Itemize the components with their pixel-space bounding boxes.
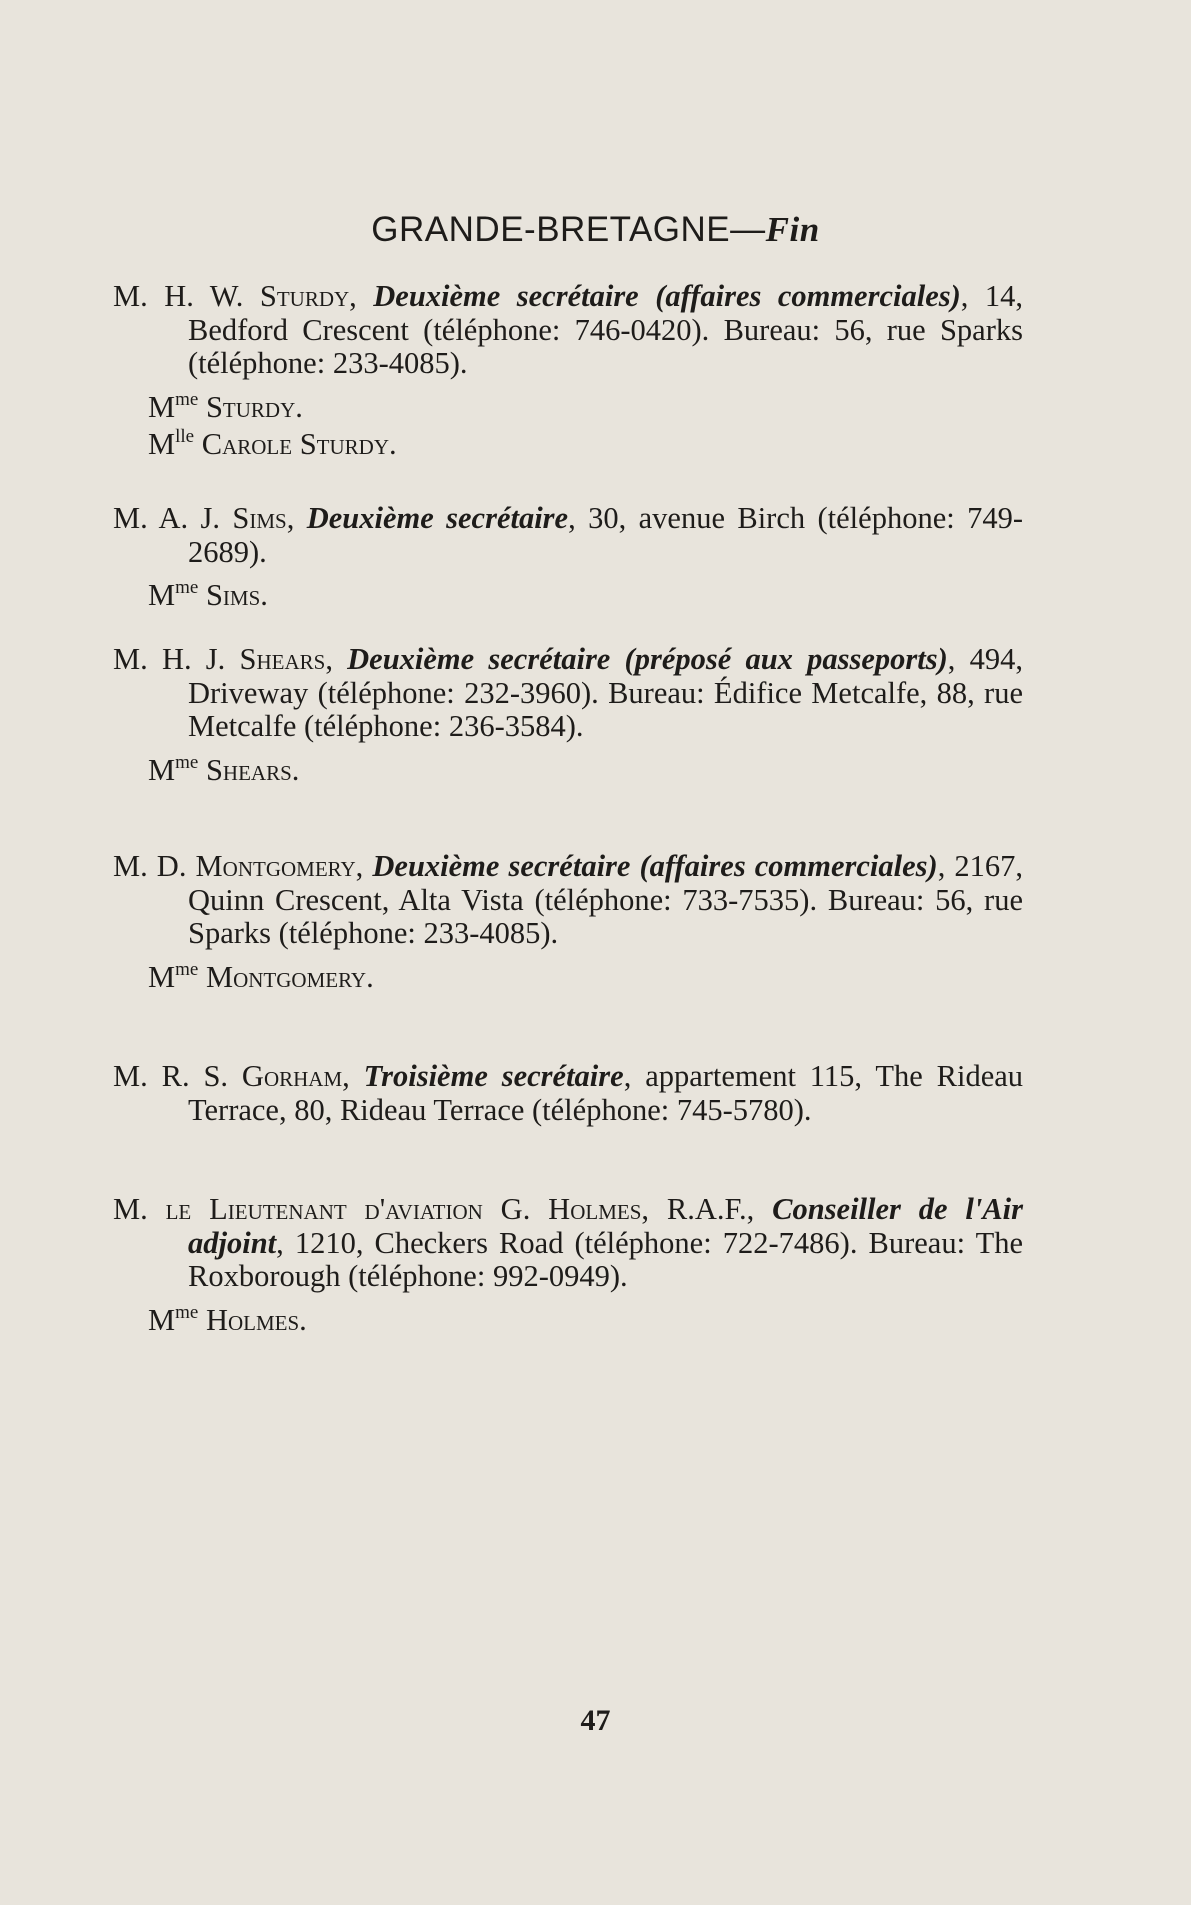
entry-main: M. le Lieutenant d'aviation G. Holmes, R.A.F., Conseiller de l'Air adjoint, 1210, Checkers Road (téléphone: 722-7486). Bureau: The Roxborough (téléphone: 992-0949). xyxy=(113,1192,1024,1293)
entry-main: M. A. J. Sims, Deuxième secrétaire, 30, avenue Birch (téléphone: 749-2689). xyxy=(113,501,1023,569)
entry-main: M. D. Montgomery, Deuxième secrétaire (affaires commerciales), 2167, Quinn Crescent, Alta Vista (téléphone: 733-7535). Bureau: 56, rue Sparks (téléphone: 233-4085). xyxy=(113,849,1024,950)
entry-name: Sims xyxy=(232,501,287,535)
entry-title: Deuxième secrétaire (affaires commerciales) xyxy=(373,279,961,313)
directory-entry xyxy=(113,1193,1023,1337)
entry-honorific: M. R. S. xyxy=(113,1059,229,1093)
header-suffix: Fin xyxy=(765,210,820,249)
family-member: $M^{me}$ Sims. xyxy=(148,577,268,612)
family-member: $M^{me}$ Shears. xyxy=(148,751,300,787)
entry-name: Sturdy xyxy=(259,279,350,313)
entry-honorific: M. D. xyxy=(113,849,187,883)
entry-main: M. H. W. Sturdy, Deuxième secrétaire (affaires commerciales), 14, Bedford Crescent (téléphone: 746-0420). Bureau: 56, rue Sparks (téléphone: 233-4085). xyxy=(113,279,1023,380)
page-number: 47 xyxy=(580,1704,611,1737)
entry-name: le Lieutenant d'aviation G. Holmes, R.A.F. xyxy=(165,1192,747,1226)
entry-details: 1210, Checkers Road (téléphone: 722-7486). Bureau: The Roxborough (téléphone: 992-0949). xyxy=(188,1225,1023,1293)
directory-entry xyxy=(113,850,1023,994)
entry-title: Deuxième secrétaire xyxy=(306,501,569,535)
entry-details: 494, Driveway (téléphone: 232-3960). Bureau: Édifice Metcalfe, 88, rue Metcalfe (téléphone: 236-3584). xyxy=(188,642,1023,743)
directory-entry xyxy=(113,280,1023,462)
header-country: GRANDE-BRETAGNE— xyxy=(371,210,766,249)
entry-main: M. H. J. Shears, Deuxième secrétaire (préposé aux passeports), 494, Driveway (téléphone: 232-3960). Bureau: Édifice Metcalfe, 88, rue Metcalfe (téléphone: 236-3584). xyxy=(113,642,1023,743)
family-member: $M^{me}$ Holmes. xyxy=(148,1301,307,1337)
entry-name: Montgomery xyxy=(195,849,356,883)
entry-title: Conseiller de l'Air adjoint xyxy=(188,1192,1024,1260)
entry-title: Deuxième secrétaire (affaires commerciales) xyxy=(372,849,938,883)
entry-main: M. R. S. Gorham, Troisième secrétaire, appartement 115, The Rideau Terrace, 80, Rideau Terrace (téléphone: 745-5780). xyxy=(113,1059,1024,1127)
entry-details: 2167, Quinn Crescent, Alta Vista (téléphone: 733-7535). Bureau: 56, rue Sparks (téléphone: 233-4085). xyxy=(188,849,1024,950)
entry-honorific: M. A. J. xyxy=(113,501,220,535)
directory-entry xyxy=(113,1060,1023,1127)
page-header xyxy=(0,210,1191,250)
entry-name: Shears xyxy=(239,642,326,676)
entry-honorific: M. H. W. xyxy=(113,279,244,313)
family-member: $M^{me}$ Montgomery. xyxy=(148,958,374,994)
entry-details: appartement 115, The Rideau Terrace, 80, Rideau Terrace (téléphone: 745-5780). xyxy=(188,1059,1024,1127)
entry-title: Troisième secrétaire xyxy=(363,1059,624,1093)
entry-details: 14, Bedford Crescent (téléphone: 746-0420). Bureau: 56, rue Sparks (téléphone: 233-4085). xyxy=(188,279,1023,380)
entry-details: 30, avenue Birch (téléphone: 749-2689). xyxy=(188,501,1023,569)
directory-entry xyxy=(113,502,1023,613)
entry-name: Gorham xyxy=(241,1059,343,1093)
directory-entry xyxy=(113,643,1023,787)
entry-title: Deuxième secrétaire (préposé aux passeports) xyxy=(347,642,948,676)
entry-honorific: M. H. J. xyxy=(113,642,226,676)
family-member: $M^{me}$ Sturdy. xyxy=(148,388,303,424)
family-member: $M^{lle}$ Carole Sturdy. xyxy=(148,426,397,461)
entry-honorific: M. xyxy=(113,1192,148,1226)
